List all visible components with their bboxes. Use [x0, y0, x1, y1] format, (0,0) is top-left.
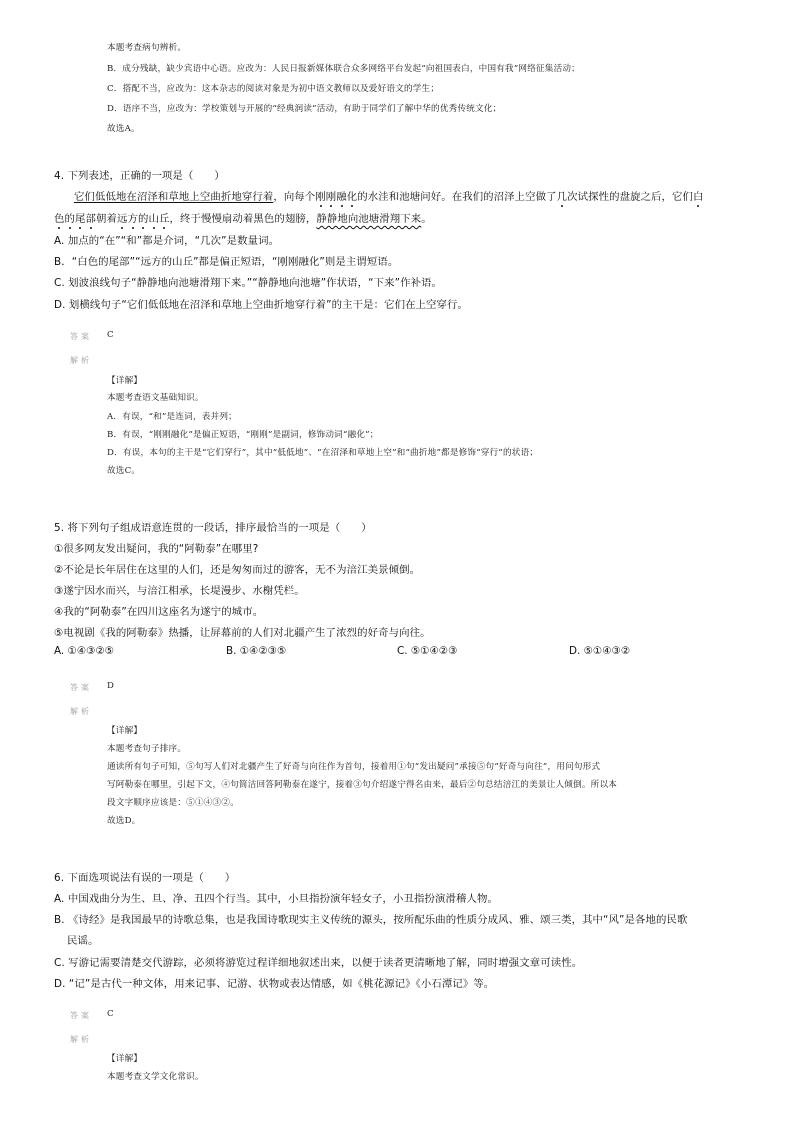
q4-dotted-weibu: 色的尾部	[54, 213, 96, 225]
q6-answer-label: 答案	[70, 1011, 92, 1020]
q4-analysis-label: 解析	[70, 356, 92, 365]
q4-analysis-line: 本题考查语文基础知识。	[107, 393, 204, 403]
q5-sentence-4: ④我的“阿勒泰”在四川这座名为遂宁的城市。	[54, 606, 264, 618]
q4-analysis-line: B．有误，“刚刚融化”是偏正短语，“刚刚”是副词，修饰动词“融化”；	[107, 430, 379, 440]
q4-stem: 4. 下列表述，正确的一项是（ ）	[54, 170, 225, 182]
q6-option-c: C. 写游记需要清楚交代游踪，必须将游览过程详细地叙述出来，以便于读者更清晰地了解，同时增强文章可读性。	[54, 957, 583, 969]
q4-option-b: B．“白色的尾部”“远方的山丘”都是偏正短语，“刚刚融化”则是主谓短语。	[54, 256, 399, 268]
q5-option-d: D. ⑤①④③②	[569, 645, 631, 657]
q6-option-b: B. 《诗经》是我国最早的诗歌总集，也是我国诗歌现实主义传统的源头，按所配乐曲的性质分成风、雅、颂三类，其中“风”是各地的民歌	[54, 914, 688, 926]
q5-analysis-line: 本题考查句子排序。	[107, 744, 187, 754]
q4-underlined-sentence: 它们低低地在沼泽和草地上空曲折地穿行着	[74, 191, 274, 203]
q5-option-a: A. ①④③②⑤	[54, 645, 115, 657]
q5-analysis-line: 写阿勒泰在哪里，引起下文，④句简洁回答阿勒泰在遂宁，接着③句介绍遂宁得名由来，最后②句总结涪江的美景让人倾倒。所以本	[107, 780, 618, 790]
q5-option-b: B. ①④②③⑤	[226, 645, 287, 657]
q5-sentence-1: ①很多网友发出疑问，我的“阿勒泰”在哪里?	[54, 543, 259, 555]
q5-sentence-2: ②不论是长年居住在这里的人们，还是匆匆而过的游客，无不为涪江美景倾倒。	[54, 564, 421, 576]
prev-analysis-line: C．搭配不当，应改为：这本杂志的阅读对象是为初中语文教师以及爱好语文的学生；	[107, 84, 440, 94]
q4-option-a: A. 加点的“在”“和”都是介词，“几次”是数量词。	[54, 235, 280, 247]
q5-option-c: C. ⑤①④②③	[397, 645, 458, 657]
q5-sentence-5: ⑤电视剧《我的阿勒泰》热播，让屏幕前的人们对北疆产生了浓烈的好奇与向往。	[54, 627, 431, 639]
prev-analysis-line: 本题考查病句辨析。	[107, 43, 187, 53]
q5-sentence-3: ③遂宁因水而兴，与涪江相承，长堤漫步、水榭凭栏。	[54, 585, 305, 597]
q5-analysis-line: 故选D。	[107, 816, 141, 826]
q4-analysis-line: 故选C。	[107, 466, 141, 476]
q6-analysis-label: 解析	[70, 1035, 92, 1044]
prev-analysis-line: 故选A。	[107, 124, 140, 134]
q4-dotted-bai: 白	[693, 188, 704, 203]
prev-analysis-line: B．成分残缺，缺少宾语中心语。应改为：人民日报新媒体联合众多网络平台发起“向祖国表白，中国有我”网络征集活动；	[107, 64, 580, 74]
q6-option-a: A. 中国戏曲分为生、旦、净、丑四个行当。其中，小旦指扮演年轻女子，小丑指扮演滑稽人物。	[54, 893, 498, 905]
q5-analysis-line: 通读所有句子可知，⑤句写人们对北疆产生了好奇与向往作为首句，接着用①句“发出疑问”承接⑤句“好奇与向往”，用问句形式	[107, 762, 601, 772]
q5-analysis-line: 段文字顺序应该是：⑤①④③②。	[107, 798, 239, 808]
q4-passage-line-2: 色的尾部朝着远方的山丘，终于慢慢扇动着黑色的翅膀，静静地向池塘滑翔下来。	[54, 210, 432, 225]
q6-stem: 6. 下面选项说法有误的一项是（ ）	[54, 872, 236, 884]
q5-analysis-line: 【详解】	[107, 726, 143, 736]
q4-passage-line-1: 它们低低地在沼泽和草地上空曲折地穿行着，向每个刚刚融化的水洼和池塘问好。在我们的沼泽上空做了几次试探性的盘旋之后，它们白	[74, 188, 704, 203]
q4-dotted-ganggang: 刚刚融化	[315, 191, 357, 203]
q4-answer-label: 答案	[70, 332, 92, 341]
q6-analysis-line: 本题考查文学文化常识。	[107, 1072, 204, 1082]
q6-answer-value: C	[107, 1009, 114, 1019]
q4-dotted-ji: 几	[557, 188, 568, 203]
q6-analysis-line: 【详解】	[107, 1054, 143, 1064]
q6-option-d: D. “记”是古代一种文体，用来记事、记游、状物或表达情感，如《桃花源记》《小石潭记》等。	[54, 978, 495, 990]
q4-dotted-shanqiu: 远方的山丘	[117, 213, 170, 225]
q5-answer-value: D	[107, 681, 114, 691]
q4-answer-value: C	[107, 330, 114, 340]
q6-option-b-cont: 民谣。	[67, 935, 99, 947]
q5-analysis-label: 解析	[70, 707, 92, 716]
q4-analysis-line: D．有误，本句的主干是“它们穿行”，其中“低低地”、“在沼泽和草地上空”和“曲折地”都是修饰“穿行”的状语；	[107, 448, 539, 458]
q4-wavy-sentence: 静静地向池塘滑翔下来	[316, 213, 422, 225]
q5-answer-label: 答案	[70, 683, 92, 692]
q4-option-d: D. 划横线句子“它们低低地在沼泽和草地上空曲折地穿行着”的主干是：它们在上空穿行。	[54, 299, 469, 311]
q4-analysis-line: 【详解】	[107, 376, 143, 386]
q4-option-c: C. 划波浪线句子“静静地向池塘滑翔下来。”“静静地向池塘”作状语，“下来”作补语。	[54, 277, 443, 289]
q4-analysis-line: A．有误，“和”是连词，表并列；	[107, 412, 237, 422]
prev-analysis-line: D．语序不当，应改为：学校策划与开展的“经典润读”活动，有助于同学们了解中华的优秀传统文化；	[107, 104, 502, 114]
q5-stem: 5. 将下列句子组成语意连贯的一段话，排序最恰当的一项是（ ）	[54, 522, 372, 534]
